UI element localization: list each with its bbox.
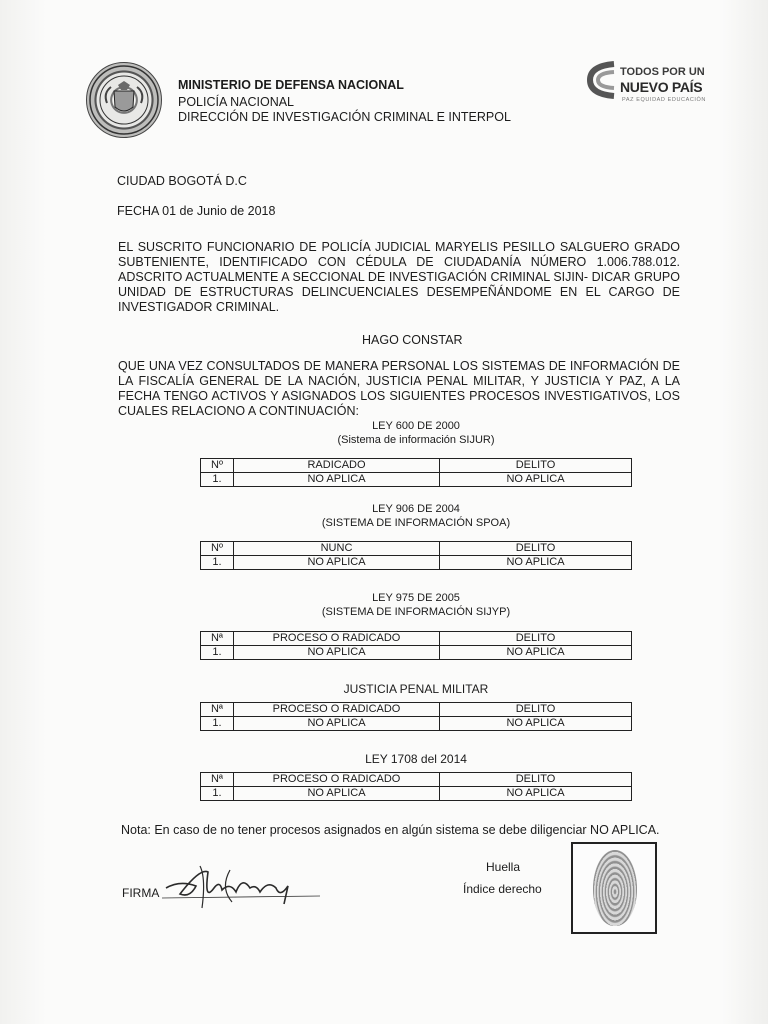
header-cell: Nº (201, 542, 234, 556)
intro-paragraph: EL SUSCRITO FUNCIONARIO DE POLICÍA JUDICIAL MARYELIS PESILLO SALGUERO GRADO SUBTENIENTE, IDENTIFICADO CON CÉDULA DE CIUDADANÍA NÚMERO 1.006.788.012. ADSCRITO ACTUALMENTE A SECCIONAL DE INVESTIGACIÓN CRIMINAL SIJIN- DICAR GRUPO UNIDAD DE ESTRUCTURAS DELINCUENCIALES DESEMPEÑÁNDOME EN EL CARGO DE INVESTIGADOR CRIMINAL. (118, 240, 680, 314)
header-cell: Nª (201, 632, 234, 646)
table-cell: 1. (201, 473, 234, 487)
table-cell: NO APLICA (234, 787, 440, 801)
table-header-row (201, 773, 632, 787)
logo-main-text: NUEVO PAÍS (620, 79, 703, 95)
section-subtitle: (SISTEMA DE INFORMACIÓN SPOA) (321, 517, 511, 529)
processes-table (200, 541, 632, 570)
section-title: LEY 906 DE 2004 (372, 503, 460, 515)
logo-sub-text: PAZ EQUIDAD EDUCACIÓN (622, 97, 707, 103)
header-cell: DELITO (440, 773, 632, 787)
section-subtitle: (SISTEMA DE INFORMACIÓN SIJYP) (321, 606, 511, 618)
header-cell: Nº (201, 459, 234, 473)
ministry-heading: MINISTERIO DE DEFENSA NACIONAL (178, 78, 404, 92)
header-cell: DELITO (440, 632, 632, 646)
table-cell: NO APLICA (234, 646, 440, 660)
header-cell: PROCESO O RADICADO (234, 773, 440, 787)
header-cell: Nª (201, 703, 234, 717)
table-cell: NO APLICA (234, 717, 440, 731)
header-cell: NUNC (234, 542, 440, 556)
processes-table (200, 702, 632, 731)
section-title: LEY 1708 del 2014 (365, 752, 467, 766)
table-header-row (201, 542, 632, 556)
logo-mark-icon (584, 60, 620, 100)
date-line: FECHA 01 de Junio de 2018 (117, 204, 276, 218)
header-cell: DELITO (440, 459, 632, 473)
table-cell: 1. (201, 787, 234, 801)
table-header-row (201, 632, 632, 646)
direction-heading: DIRECCIÓN DE INVESTIGACIÓN CRIMINAL E INTERPOL (178, 110, 511, 124)
table-cell: 1. (201, 556, 234, 570)
header-cell: Nª (201, 773, 234, 787)
section-title: LEY 975 DE 2005 (372, 592, 460, 604)
table-cell: 1. (201, 646, 234, 660)
table-cell: NO APLICA (440, 556, 632, 570)
city-line: CIUDAD BOGOTÁ D.C (117, 174, 247, 188)
section-title: JUSTICIA PENAL MILITAR (343, 682, 489, 696)
huella-label: Huella (486, 860, 521, 874)
header-cell: DELITO (440, 542, 632, 556)
processes-table (200, 458, 632, 487)
hago-constar-heading: HAGO CONSTAR (362, 333, 463, 347)
note-text: Nota: En caso de no tener procesos asignados en algún sistema se debe diligenciar NO APLICA. (121, 823, 660, 837)
table-header-row (201, 459, 632, 473)
signature-image (160, 858, 330, 918)
section-subtitle: (Sistema de información SIJUR) (337, 434, 495, 446)
header-cell: PROCESO O RADICADO (234, 632, 440, 646)
logo-top-text: TODOS POR UN (620, 66, 705, 78)
table-cell: NO APLICA (440, 787, 632, 801)
table-cell: NO APLICA (440, 473, 632, 487)
table-row (201, 556, 632, 570)
table-header-row (201, 703, 632, 717)
section-title: LEY 600 DE 2000 (372, 420, 460, 432)
police-heading: POLICÍA NACIONAL (178, 95, 295, 109)
table-cell: NO APLICA (234, 473, 440, 487)
fingerprint-box (571, 842, 657, 934)
table-row (201, 717, 632, 731)
processes-table (200, 772, 632, 801)
table-row (201, 473, 632, 487)
table-cell: 1. (201, 717, 234, 731)
table-row (201, 787, 632, 801)
table-cell: NO APLICA (234, 556, 440, 570)
header-cell: PROCESO O RADICADO (234, 703, 440, 717)
police-seal-logo (86, 62, 162, 138)
statement-paragraph: QUE UNA VEZ CONSULTADOS DE MANERA PERSONAL LOS SISTEMAS DE INFORMACIÓN DE LA FISCALÍA GENERAL DE LA NACIÓN, JUSTICIA PENAL MILITAR, Y JUSTICIA Y PAZ, A LA FECHA TENGO ACTIVOS Y ASIGNADOS LOS SIGUIENTES PROCESOS INVESTIGATIVOS, LOS CUALES RELACIONO A CONTINUACIÓN: (118, 359, 680, 418)
processes-table (200, 631, 632, 660)
fingerprint-image (593, 850, 637, 926)
table-cell: NO APLICA (440, 646, 632, 660)
firma-label: FIRMA (122, 886, 160, 900)
table-row (201, 646, 632, 660)
header-cell: RADICADO (234, 459, 440, 473)
table-cell: NO APLICA (440, 717, 632, 731)
indice-derecho-label: Índice derecho (463, 882, 542, 896)
todos-por-un-nuevo-pais-logo (584, 56, 714, 108)
header-cell: DELITO (440, 703, 632, 717)
